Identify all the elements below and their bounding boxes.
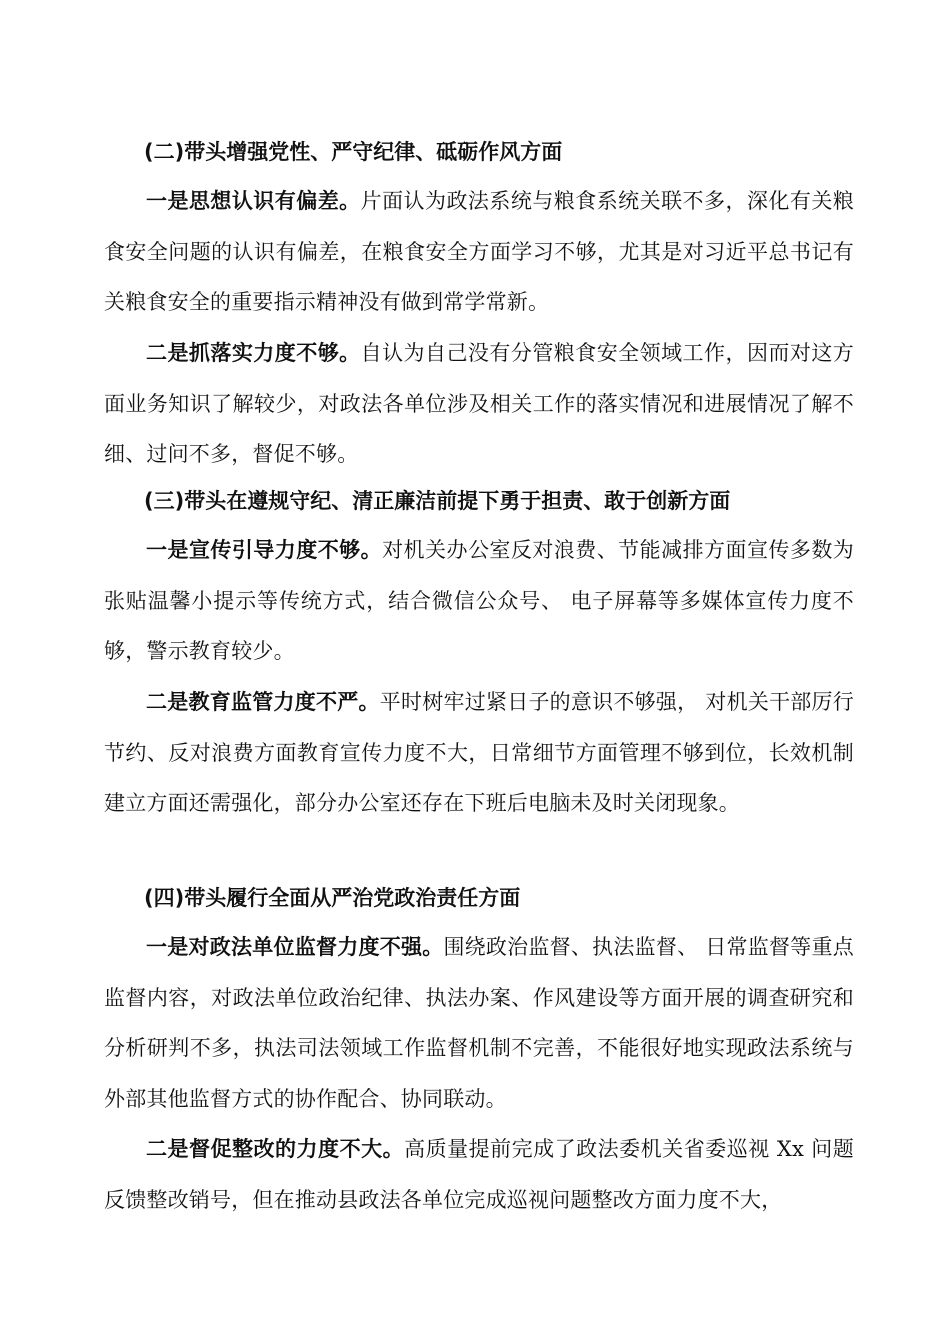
paragraph-lead: 一是对政法单位监督力度不强。	[146, 935, 444, 959]
paragraph	[104, 176, 854, 328]
paragraph	[104, 328, 854, 480]
paragraph-text: 围绕政治监督、执法监督、 日常监督等重点监督内容，对政法单位政治纪律、执法办案、作风建设等方面开展的调查研究和分析研判不多，执法司法领域工作监督机制不完善，不能很好地实现政法系统与外部其他监督方式的协作配合、协同联动。	[104, 935, 854, 1111]
paragraph	[104, 922, 854, 1124]
paragraph	[104, 525, 854, 677]
paragraph-lead: 二是督促整改的力度不大。	[146, 1137, 405, 1161]
paragraph	[104, 1124, 854, 1225]
paragraph-text: 平时树牢过紧日子的意识不够强， 对机关干部厉行节约、反对浪费方面教育宣传力度不大，日常细节方面管理不够到位，长效机制建立方面还需强化，部分办公室还存在下班后电脑未及时关闭现象。	[104, 690, 855, 815]
section-heading: (四)带头履行全面从严治党政治责任方面	[144, 886, 521, 910]
paragraph-lead: 二是教育监管力度不严。	[146, 690, 380, 714]
paragraph	[104, 677, 854, 829]
section-heading: (二)带头增强党性、严守纪律、砥砺作风方面	[144, 140, 563, 164]
paragraph-text: 对机关办公室反对浪费、节能减排方面宣传多数为张贴温馨小提示等传统方式，结合微信公众号、 电子屏幕等多媒体宣传力度不够，警示教育较少。	[104, 538, 854, 663]
paragraph-lead: 二是抓落实力度不够。	[146, 341, 361, 365]
paragraph-lead: 一是宣传引导力度不够。	[146, 538, 383, 562]
paragraph-text: 自认为自己没有分管粮食安全领域工作，因而对这方面业务知识了解较少，对政法各单位涉及相关工作的落实情况和进展情况了解不细、过问不多，督促不够。	[104, 341, 854, 466]
paragraph-lead: 一是思想认识有偏差。	[146, 189, 361, 213]
paragraph-text: 片面认为政法系统与粮食系统关联不多，深化有关粮食安全问题的认识有偏差，在粮食安全方面学习不够，尤其是对习近平总书记有关粮食安全的重要指示精神没有做到常学常新。	[104, 189, 854, 314]
paragraph-text: 高质量提前完成了政法委机关省委巡视 Xx 问题反馈整改销号，但在推动县政法各单位完成巡视问题整改方面力度不大，	[104, 1137, 854, 1212]
section-heading: (三)带头在遵规守纪、清正廉洁前提下勇于担责、敢于创新方面	[144, 489, 731, 513]
